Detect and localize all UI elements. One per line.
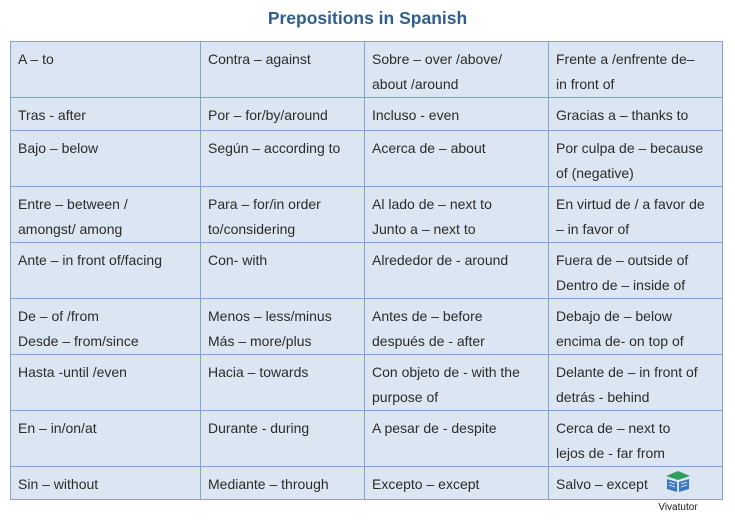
table-cell (11, 299, 201, 355)
cell-text: – in favor of (556, 221, 630, 237)
cell-text: Incluso - even (372, 107, 460, 123)
vivatutor-logo (648, 471, 708, 513)
table-row (11, 243, 723, 299)
table-cell (365, 131, 549, 187)
table-cell (365, 299, 549, 355)
table-cell (549, 355, 723, 411)
cell-text: of (negative) (556, 165, 634, 181)
table-cell (201, 411, 365, 467)
table-cell (365, 467, 549, 500)
table-cell (365, 411, 549, 467)
table-cell (11, 42, 201, 98)
table-cell (365, 243, 549, 299)
cell-text: Mediante – through (208, 476, 329, 492)
table-cell (201, 299, 365, 355)
table-cell (201, 187, 365, 243)
table-cell (11, 98, 201, 131)
cell-text: Junto a – next to (372, 221, 476, 237)
table-cell (201, 355, 365, 411)
table-cell (201, 243, 365, 299)
cell-text: En virtud de / a favor de (556, 196, 705, 212)
cell-text: Salvo – except (556, 476, 648, 492)
cell-text: Frente a /enfrente de– (556, 51, 695, 67)
table-cell (201, 131, 365, 187)
cell-text: Para – for/in order (208, 196, 321, 212)
cell-text: Delante de – in front of (556, 364, 698, 380)
cell-text: Durante - during (208, 420, 310, 436)
cell-text: Bajo – below (18, 140, 99, 156)
cell-text: Con- with (208, 252, 268, 268)
cell-text: to/considering (208, 221, 296, 237)
table-cell (11, 411, 201, 467)
cell-text: Según – according to (208, 140, 341, 156)
cell-text: Con objeto de - with the (372, 364, 520, 380)
cell-text: Más – more/plus (208, 333, 312, 349)
cell-text: Contra – against (208, 51, 311, 67)
table-cell (549, 98, 723, 131)
cell-text: A – to (18, 51, 54, 67)
cell-text: Sin – without (18, 476, 99, 492)
cell-text: A pesar de - despite (372, 420, 497, 436)
table-cell (549, 131, 723, 187)
table-row (11, 187, 723, 243)
table-cell (365, 42, 549, 98)
table-row (11, 131, 723, 187)
table-cell (11, 467, 201, 500)
cell-text: después de - after (372, 333, 485, 349)
table-cell (11, 187, 201, 243)
cell-text: about /around (372, 76, 459, 92)
cell-text: Hacia – towards (208, 364, 309, 380)
table-cell (201, 467, 365, 500)
cell-text: Al lado de – next to (372, 196, 492, 212)
cell-text: Menos – less/minus (208, 308, 332, 324)
table-row (11, 98, 723, 131)
table-cell (11, 355, 201, 411)
cell-text: Fuera de – outside of (556, 252, 689, 268)
cell-text: Dentro de – inside of (556, 277, 686, 293)
cell-text: purpose of (372, 389, 439, 405)
table-cell (11, 243, 201, 299)
cell-text: Por culpa de – because (556, 140, 704, 156)
cell-text: Excepto – except (372, 476, 480, 492)
cell-text: Hasta -until /even (18, 364, 127, 380)
table-cell (365, 98, 549, 131)
cell-text: Sobre – over /above/ (372, 51, 502, 67)
cell-text: Ante – in front of/facing (18, 252, 162, 268)
table-body (11, 42, 723, 500)
table-cell (549, 299, 723, 355)
cell-text: lejos de - far from (556, 445, 665, 461)
page-title: Prepositions in Spanish (267, 8, 468, 28)
cell-text: En – in/on/at (18, 420, 97, 436)
prepositions-table (10, 41, 723, 500)
table-cell (201, 98, 365, 131)
cell-text: Acerca de – about (372, 140, 486, 156)
cell-text: Antes de – before (372, 308, 483, 324)
cell-text: Desde – from/since (18, 333, 139, 349)
cell-text: Por – for/by/around (208, 107, 328, 123)
table-cell (549, 411, 723, 467)
table-cell (549, 243, 723, 299)
table-row (11, 467, 723, 500)
table-row (11, 411, 723, 467)
cell-text: Alrededor de - around (372, 252, 509, 268)
cell-text: De – of /from (18, 308, 99, 324)
table-cell (549, 42, 723, 98)
logo-text: Vivatutor (658, 502, 698, 513)
book-icon (665, 471, 691, 493)
cell-text: amongst/ among (18, 221, 123, 237)
table-cell (365, 355, 549, 411)
cell-text: encima de- on top of (556, 333, 684, 349)
cell-text: in front of (556, 76, 615, 92)
table-cell (365, 187, 549, 243)
cell-text: Entre – between / (18, 196, 128, 212)
cell-text: Cerca de – next to (556, 420, 671, 436)
cell-text: detrás - behind (556, 389, 650, 405)
table-row (11, 355, 723, 411)
table-cell (549, 187, 723, 243)
cell-text: Tras - after (18, 107, 86, 123)
table-cell (11, 131, 201, 187)
cell-text: Gracias a – thanks to (556, 107, 689, 123)
cell-text: Debajo de – below (556, 308, 672, 324)
table-row (11, 42, 723, 98)
table-row (11, 299, 723, 355)
table-cell (201, 42, 365, 98)
